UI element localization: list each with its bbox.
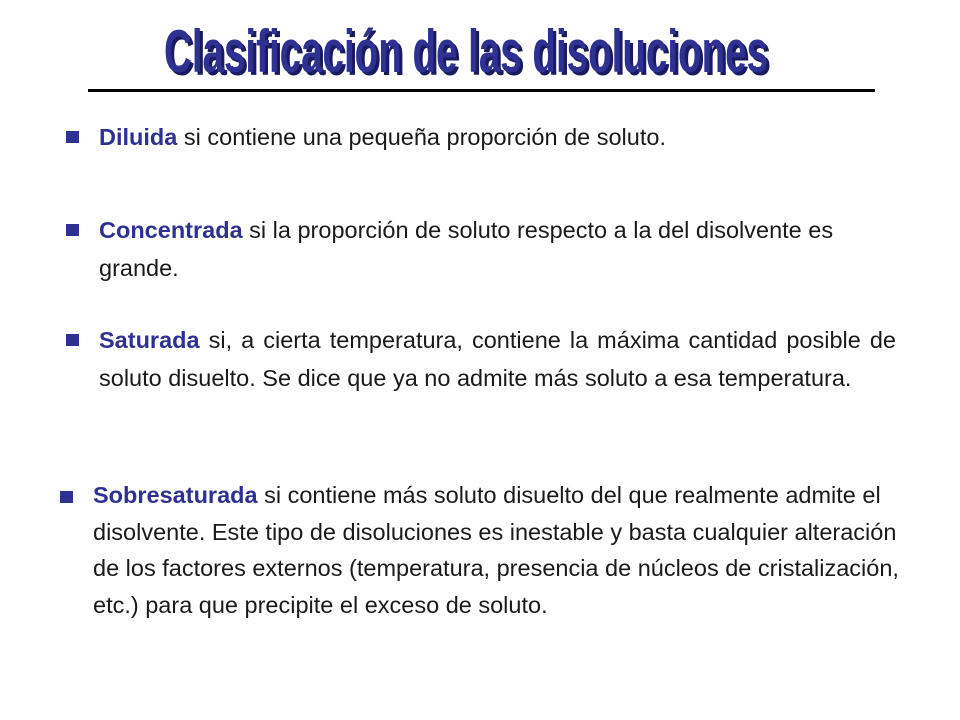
bullet-term: Diluida xyxy=(99,124,178,150)
bullet-description: si contiene una pequeña proporción de soluto. xyxy=(177,124,666,150)
bullet-term: Sobresaturada xyxy=(93,482,258,508)
bullet-term: Saturada xyxy=(99,327,200,353)
bullet-text xyxy=(99,217,833,281)
bullet-text xyxy=(99,124,666,150)
bullet-marker xyxy=(66,131,79,143)
bullet-term: Concentrada xyxy=(99,217,243,243)
bullet-marker xyxy=(66,224,79,236)
slide-title-graphic xyxy=(0,2,960,84)
title-underline xyxy=(88,89,875,92)
bullet-text xyxy=(99,327,896,391)
bullet-description: si la proporción de soluto respecto a la del disolvente es grande. xyxy=(99,217,834,281)
bullet-description: si contiene más soluto disuelto del que realmente admite el disolvente. Este tipo de disoluciones es inestable y basta cualquier alteración de los factores externos (temperatura, presencia de núcleos de cristalización, etc.) para que precipite el exceso de soluto. xyxy=(93,482,899,618)
bullet-item-sobresaturada xyxy=(93,477,918,623)
slide-title-shadow: Clasificación de las disoluciones xyxy=(167,21,771,84)
bullet-item-concentrada xyxy=(99,211,905,287)
bullet-marker xyxy=(60,491,73,503)
bullet-item-diluida xyxy=(99,118,899,156)
bullet-marker xyxy=(66,334,79,346)
slide-title xyxy=(0,2,960,84)
bullet-description: si, a cierta temperatura, contiene la máxima cantidad posible de soluto disuelto. Se dice que ya no admite más soluto a esa temperatura. xyxy=(99,327,896,391)
bullet-text xyxy=(93,482,899,618)
slide-title-text: Clasificación de las disoluciones xyxy=(164,18,768,84)
bullet-item-saturada xyxy=(99,321,896,397)
